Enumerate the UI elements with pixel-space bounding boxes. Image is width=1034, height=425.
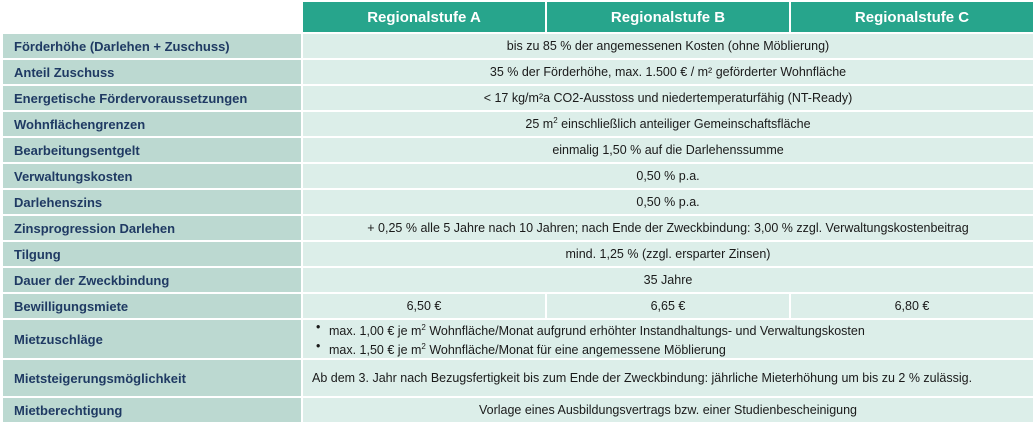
table-row	[2, 85, 1034, 111]
header-regionalstufe-c: Regionalstufe C	[790, 1, 1034, 33]
superscript: 2	[553, 116, 558, 126]
bullet-list	[312, 320, 1033, 358]
row-label: Dauer der Zweckbindung	[2, 267, 302, 293]
table-row	[2, 215, 1034, 241]
value-text: max. 1,00 € je m	[329, 324, 422, 339]
table-row	[2, 33, 1034, 59]
row-value: bis zu 85 % der angemessenen Kosten (ohne Möblierung)	[302, 33, 1034, 59]
row-value: einmalig 1,50 % auf die Darlehenssumme	[302, 137, 1034, 163]
table-row	[2, 137, 1034, 163]
row-value	[302, 319, 1034, 359]
header-row	[2, 1, 1034, 33]
superscript: 2	[421, 342, 426, 352]
header-regionalstufe-a: Regionalstufe A	[302, 1, 546, 33]
funding-conditions-table	[1, 0, 1034, 424]
header-corner	[2, 1, 302, 33]
row-label: Zinsprogression Darlehen	[2, 215, 302, 241]
superscript: 2	[421, 323, 426, 332]
row-label: Bearbeitungsentgelt	[2, 137, 302, 163]
table-row	[2, 163, 1034, 189]
row-label: Bewilligungsmiete	[2, 293, 302, 319]
value-regionalstufe-c: 6,80 €	[790, 293, 1034, 319]
value-text: Wohnfläche/Monat für eine angemessene Möblierung	[425, 343, 726, 358]
table-row	[2, 241, 1034, 267]
row-label: Tilgung	[2, 241, 302, 267]
row-value: 0,50 % p.a.	[302, 163, 1034, 189]
row-label: Mietberechtigung	[2, 397, 302, 423]
row-value: 35 % der Förderhöhe, max. 1.500 € / m² geförderter Wohnfläche	[302, 59, 1034, 85]
row-label: Mietzuschläge	[2, 319, 302, 359]
list-item	[329, 339, 1033, 358]
row-value: < 17 kg/m²a CO2-Ausstoss und niedertemperaturfähig (NT-Ready)	[302, 85, 1034, 111]
row-label: Wohnflächengrenzen	[2, 111, 302, 137]
header-regionalstufe-b: Regionalstufe B	[546, 1, 790, 33]
row-label: Verwaltungskosten	[2, 163, 302, 189]
table-row	[2, 359, 1034, 397]
row-value: mind. 1,25 % (zzgl. ersparter Zinsen)	[302, 241, 1034, 267]
row-value: + 0,25 % alle 5 Jahre nach 10 Jahren; nach Ende der Zweckbindung: 3,00 % zzgl. Verwaltungskostenbeitrag	[302, 215, 1034, 241]
list-item	[329, 320, 1033, 339]
row-label: Förderhöhe (Darlehen + Zuschuss)	[2, 33, 302, 59]
table-row	[2, 111, 1034, 137]
row-value: 35 Jahre	[302, 267, 1034, 293]
row-label: Anteil Zuschuss	[2, 59, 302, 85]
table-row	[2, 293, 1034, 319]
value-regionalstufe-b: 6,65 €	[546, 293, 790, 319]
value-regionalstufe-a: 6,50 €	[302, 293, 546, 319]
table-row	[2, 319, 1034, 359]
value-text: einschließlich anteiliger Gemeinschaftsfläche	[557, 117, 811, 132]
value-text: 25 m	[525, 117, 554, 132]
value-text: max. 1,50 € je m	[329, 343, 422, 358]
table-row	[2, 189, 1034, 215]
table-row	[2, 267, 1034, 293]
row-label: Mietsteigerungsmöglichkeit	[2, 359, 302, 397]
row-value: Vorlage eines Ausbildungsvertrags bzw. einer Studienbescheinigung	[302, 397, 1034, 423]
row-label: Energetische Fördervoraussetzungen	[2, 85, 302, 111]
table-row	[2, 59, 1034, 85]
value-text: Wohnfläche/Monat aufgrund erhöhter Instandhaltungs- und Verwaltungskosten	[425, 324, 865, 339]
row-value	[302, 111, 1034, 137]
table-row	[2, 397, 1034, 423]
row-label: Darlehenszins	[2, 189, 302, 215]
row-value: Ab dem 3. Jahr nach Bezugsfertigkeit bis zum Ende der Zweckbindung: jährliche Mieterhöhung um bis zu 2 % zulässig.	[302, 359, 1034, 397]
row-value: 0,50 % p.a.	[302, 189, 1034, 215]
